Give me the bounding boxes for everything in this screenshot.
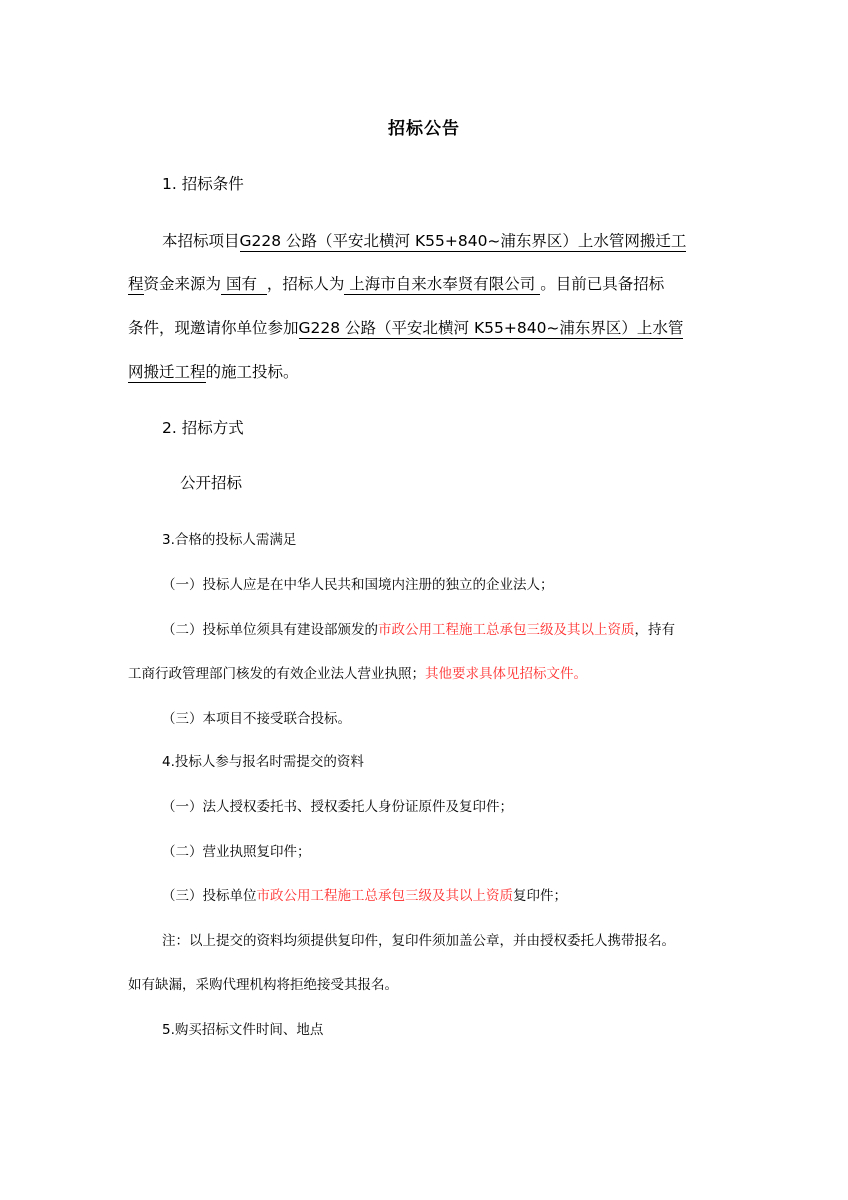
section3-item2-cont (128, 662, 587, 682)
other-requirements-highlight: 其他要求具体见招标文件。 (425, 666, 587, 682)
text: 条件，现邀请你单位参加 (128, 319, 299, 337)
text: （三）投标单位 (162, 888, 257, 904)
project-name: G228 公路（平安北横河 K55+840~浦东界区）上水管 (298, 319, 684, 337)
section1-line2 (128, 272, 664, 294)
section1-heading: 1. 招标条件 (162, 175, 244, 193)
section2-heading: 2. 招标方式 (162, 419, 244, 437)
section3-item2 (162, 618, 675, 638)
project-name-end: 程 (128, 275, 144, 293)
qualification-highlight: 市政公用工程施工总承包三级及其以上资质 (256, 888, 513, 904)
fund-source (221, 275, 267, 295)
text: 资金来源为 (143, 275, 222, 293)
project-name-end: 网搬迁工程 (128, 363, 206, 381)
section4-item1: （一）法人授权委托书、授权委托人身份证原件及复印件； (162, 799, 513, 815)
qualification-highlight: 市政公用工程施工总承包三级及其以上资质 (378, 622, 635, 638)
section3-item3: （三）本项目不接受联合投标。 (162, 711, 351, 727)
section4-note: 注：以上提交的资料均须提供复印件，复印件须加盖公章，并由授权委托人携带报名。 (162, 933, 675, 949)
text: （二）投标单位须具有建设部颁发的 (162, 622, 378, 638)
section4-item2: （二）营业执照复印件； (162, 844, 311, 860)
section5-heading: 5.购买招标文件时间、地点 (162, 1022, 324, 1038)
text: 。目前已具备招标 (540, 275, 665, 293)
section3-item1: （一）投标人应是在中华人民共和国境内注册的独立的企业法人； (162, 577, 554, 593)
text: 本招标项目 (162, 232, 240, 250)
text: 复印件； (513, 888, 567, 904)
section4-note-cont: 如有缺漏，采购代理机构将拒绝接受其报名。 (128, 977, 398, 993)
tenderer-name (344, 275, 540, 295)
section4-item3 (162, 884, 567, 904)
fund-source-value: 国有 (225, 275, 257, 293)
text: 工商行政管理部门核发的有效企业法人营业执照； (128, 666, 425, 682)
text: ，持有 (634, 622, 675, 638)
text: 的施工投标。 (205, 363, 299, 381)
tenderer-value: 上海市自来水奉贤有限公司 (349, 275, 536, 293)
section3-heading: 3.合格的投标人需满足 (162, 532, 297, 548)
bidding-method: 公开招标 (180, 474, 243, 492)
section4-heading: 4.投标人参与报名时需提交的资料 (162, 754, 364, 770)
page-title: 招标公告 (388, 119, 460, 139)
section1-line1 (162, 229, 686, 251)
project-name: G228 公路（平安北横河 K55+840~浦东界区）上水管网搬迁工 (239, 232, 687, 250)
text: ，招标人为 (266, 275, 345, 293)
section1-line4 (128, 360, 299, 382)
section1-line3 (128, 316, 683, 338)
